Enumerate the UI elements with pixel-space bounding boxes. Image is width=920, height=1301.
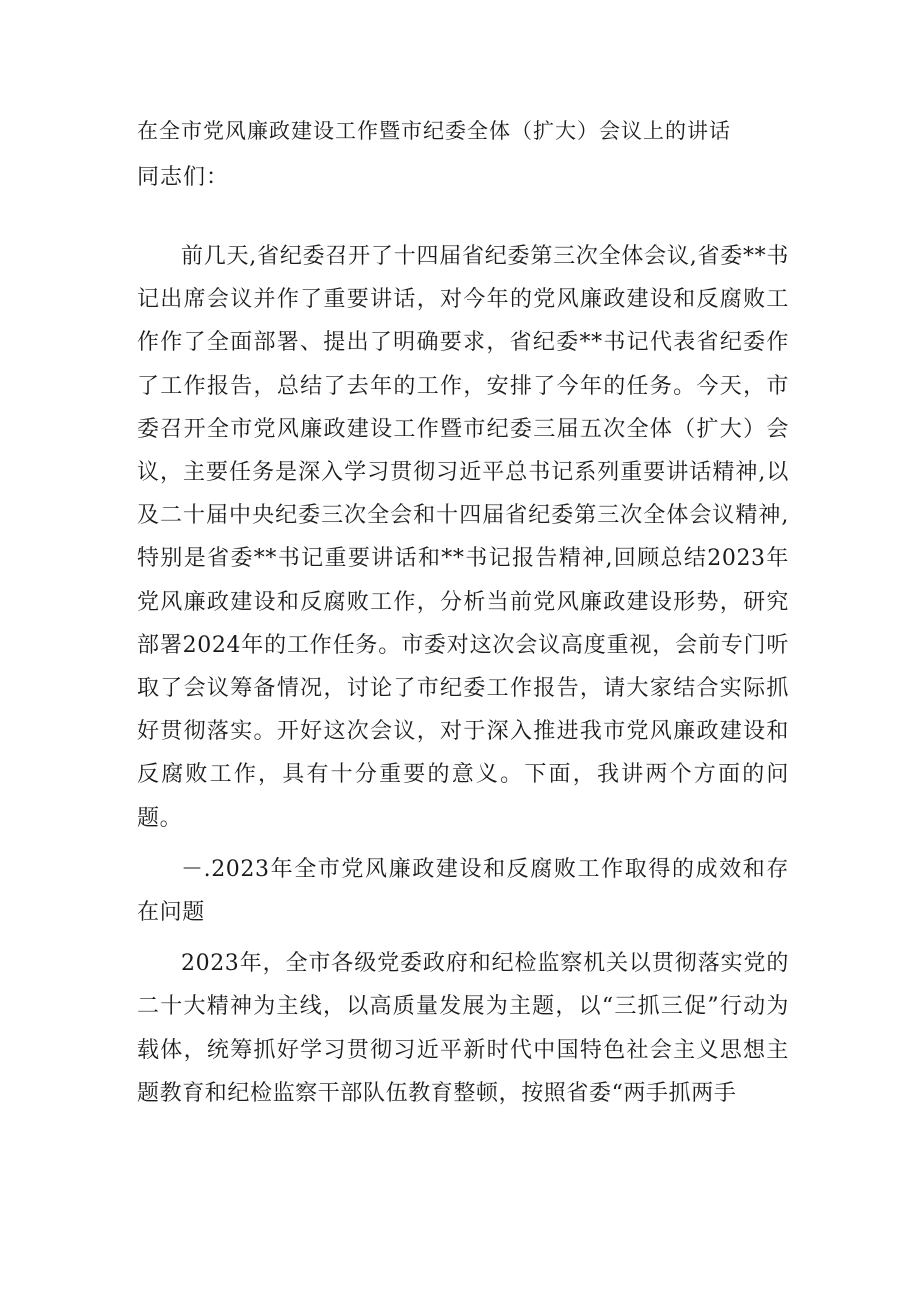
section-paragraph: 2023年，全市各级党委政府和纪检监察机关以贯彻落实党的二十大精神为主线，以高质量发展为主题，以“三抓三促”行动为载体，统筹抓好学习贯彻习近平新时代中国特色社会主义思想主题教育和纪检监察干部队伍教育整顿，按照省委“两手抓两手	[137, 951, 789, 1106]
paragraph-gap	[137, 840, 789, 848]
document-title: 在全市党风廉政建设工作暨市纪委全体（扩大）会议上的讲话	[137, 119, 731, 143]
salutation: 同志们：	[137, 165, 230, 190]
paragraph-gap	[137, 934, 789, 942]
section-heading: －.2023年全市党风廉政建设和反腐败工作取得的成效和存在问题	[137, 856, 789, 926]
document-body	[137, 235, 789, 1115]
intro-paragraph: 前几天,省纪委召开了十四届省纪委第三次全体会议,省委**书记出席会议并作了重要讲话，对今年的党风廉政建设和反腐败工作作了全面部署、提出了明确要求，省纪委**书记代表省纪委作了工作报告，总结了去年的工作，安排了今年的任务。今天，市委召开全市党风廉政建设工作暨市纪委三届五次全体（扩大）会议，主要任务是深入学习贯彻习近平总书记系列重要讲话精神,以及二十届中央纪委三次全会和十四届省纪委第三次全体会议精神,特别是省委**书记重要讲话和**书记报告精神,回顾总结2023年党风廉政建设和反腐败工作，分析当前党风廉政建设形势，研究部署2024年的工作任务。市委对这次会议高度重视，会前专门听取了会议筹备情况，讨论了市纪委工作报告，请大家结合实际抓好贯彻落实。开好这次会议，对于深入推进我市党风廉政建设和反腐败工作，具有十分重要的意义。下面，我讲两个方面的问题。	[137, 244, 789, 831]
